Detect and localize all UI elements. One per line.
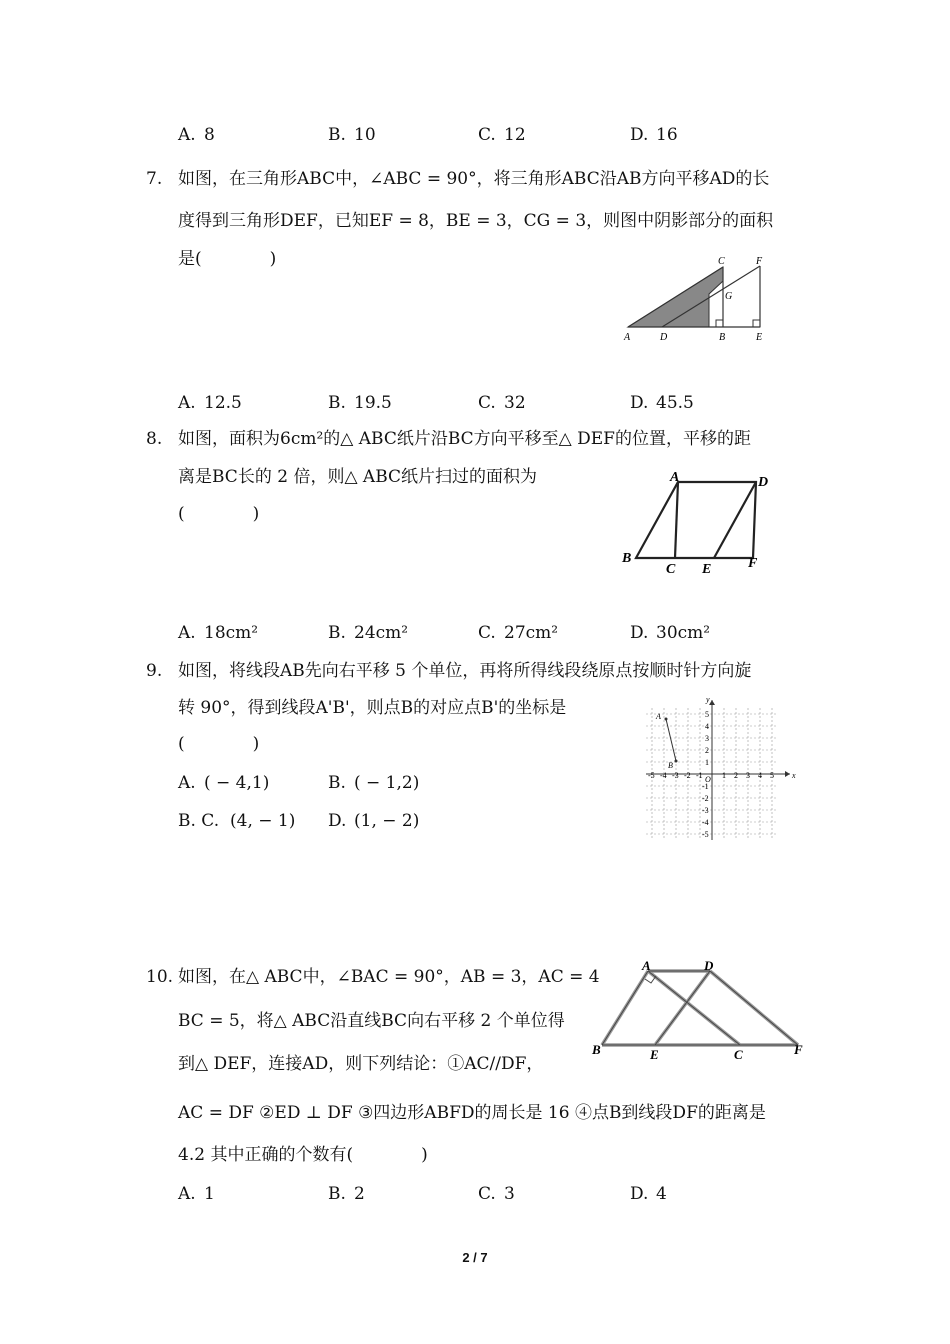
- y-tick-label: 2: [705, 746, 709, 755]
- x-tick-label: 2: [734, 771, 738, 780]
- q7-label-f: F: [756, 256, 763, 267]
- q8-label-e: E: [702, 562, 712, 577]
- q7-figure: [620, 252, 770, 344]
- q8-option-b[interactable]: B. 24cm²: [328, 623, 409, 643]
- q10-text-line-5: 4.2 其中正确的个数有( ): [178, 1145, 428, 1165]
- q8-label-d: D: [758, 475, 769, 490]
- q8-text-line-3: ( ): [178, 504, 260, 524]
- q8-option-d[interactable]: D. 30cm²: [630, 623, 711, 643]
- x-tick-label: 5: [770, 771, 774, 780]
- x-tick-label: 1: [722, 771, 726, 780]
- q10-option-d[interactable]: D. 4: [630, 1184, 667, 1204]
- q9-label-a: A: [656, 712, 661, 721]
- q10-figure: [590, 955, 812, 1065]
- q10-text-line-2: BC = 5，将△ ABC沿直线BC向右平移 2 个单位得: [178, 1011, 565, 1031]
- q7-text-line-2: 度得到三角形DEF，已知EF = 8，BE = 3，CG = 3，则图中阴影部分的面积: [178, 211, 774, 231]
- q9-label-b: B: [668, 761, 673, 770]
- q9-number: 9.: [146, 661, 163, 681]
- q7-number: 7.: [146, 169, 163, 189]
- x-tick-label: -4: [660, 771, 667, 780]
- q8-label-b: B: [622, 551, 632, 566]
- q10-label-b: B: [592, 1042, 601, 1057]
- q10-option-a[interactable]: A. 1: [178, 1184, 215, 1204]
- x-tick-label: -3: [672, 771, 679, 780]
- q7-option-a[interactable]: A. 12.5: [178, 393, 242, 413]
- q8-number: 8.: [146, 429, 163, 449]
- q7-text-line-1: 如图，在三角形ABC中，∠ABC = 90°，将三角形ABC沿AB方向平移AD的长: [178, 169, 770, 189]
- q8-figure: [618, 470, 778, 580]
- q9-coordinate-grid: [640, 694, 800, 848]
- y-tick-label: -3: [702, 806, 709, 815]
- q9-option-c[interactable]: B. C. (4, − 1): [178, 811, 296, 831]
- q10-label-d: D: [704, 958, 714, 973]
- q10-label-c: C: [734, 1047, 743, 1062]
- y-tick-label: -5: [702, 830, 709, 839]
- q7-label-g: G: [725, 291, 733, 302]
- page-number: 2 / 7: [462, 1250, 488, 1265]
- q10-label-e: E: [650, 1047, 659, 1062]
- q9-text-line-2: 转 90°，得到线段A'B'，则点B的对应点B'的坐标是: [178, 698, 567, 718]
- q10-text-line-4: AC = DF ②ED ⊥ DF ③四边形ABFD的周长是 16 ④点B到线段DF的距离是: [178, 1103, 766, 1123]
- q7-option-c[interactable]: C. 32: [478, 393, 526, 413]
- y-tick-label: -4: [702, 818, 709, 827]
- q7-label-d: D: [660, 332, 668, 343]
- x-tick-label: -1: [696, 771, 703, 780]
- q8-text-line-2: 离是BC长的 2 倍，则△ ABC纸片扫过的面积为: [178, 467, 538, 487]
- q8-label-c: C: [666, 562, 676, 577]
- q7-label-e: E: [756, 332, 763, 343]
- y-tick-label: 5: [705, 710, 709, 719]
- q10-option-b[interactable]: B. 2: [328, 1184, 365, 1204]
- q8-option-c[interactable]: C. 27cm²: [478, 623, 559, 643]
- q9-text-line-3: ( ): [178, 734, 260, 754]
- q9-option-b[interactable]: B. ( − 1,2): [328, 773, 420, 793]
- q10-label-a: A: [642, 958, 651, 973]
- q9-axis-x: x: [792, 771, 796, 780]
- q7-label-c: C: [718, 256, 725, 267]
- x-tick-label: 3: [746, 771, 750, 780]
- y-tick-label: 1: [705, 758, 709, 767]
- q9-origin: O: [705, 775, 711, 784]
- q6-option-c[interactable]: C. 12: [478, 125, 526, 145]
- q10-option-c[interactable]: C. 3: [478, 1184, 515, 1204]
- q9-option-a[interactable]: A. ( − 4,1): [178, 773, 270, 793]
- y-tick-label: -1: [702, 782, 709, 791]
- q10-label-f: F: [794, 1042, 803, 1057]
- q9-axis-y: y: [706, 695, 710, 704]
- y-tick-label: 3: [705, 734, 709, 743]
- q8-label-a: A: [670, 470, 680, 485]
- q7-label-b: B: [719, 332, 726, 343]
- y-tick-label: 4: [705, 722, 709, 731]
- q8-text-line-1: 如图，面积为6cm²的△ ABC纸片沿BC方向平移至△ DEF的位置，平移的距: [178, 429, 751, 449]
- q8-option-a[interactable]: A. 18cm²: [178, 623, 259, 643]
- q7-text-line-3: 是( ): [178, 249, 277, 269]
- q10-text-line-1: 如图，在△ ABC中，∠BAC = 90°，AB = 3，AC = 4: [178, 967, 600, 987]
- q6-option-a[interactable]: A. 8: [178, 125, 215, 145]
- x-tick-label: 4: [758, 771, 762, 780]
- q7-label-a: A: [624, 332, 631, 343]
- q7-option-d[interactable]: D. 45.5: [630, 393, 694, 413]
- q6-option-b[interactable]: B. 10: [328, 125, 376, 145]
- q7-option-b[interactable]: B. 19.5: [328, 393, 392, 413]
- y-tick-label: -2: [702, 794, 709, 803]
- q6-option-d[interactable]: D. 16: [630, 125, 678, 145]
- q10-number: 10.: [146, 967, 174, 987]
- q10-text-line-3: 到△ DEF，连接AD，则下列结论：①AC//DF，: [178, 1054, 544, 1074]
- q8-label-f: F: [748, 556, 758, 571]
- q9-text-line-1: 如图，将线段AB先向右平移 5 个单位，再将所得线段绕原点按顺时针方向旋: [178, 661, 752, 681]
- x-tick-label: -5: [648, 771, 655, 780]
- x-tick-label: -2: [684, 771, 691, 780]
- q9-option-d[interactable]: D. (1, − 2): [328, 811, 420, 831]
